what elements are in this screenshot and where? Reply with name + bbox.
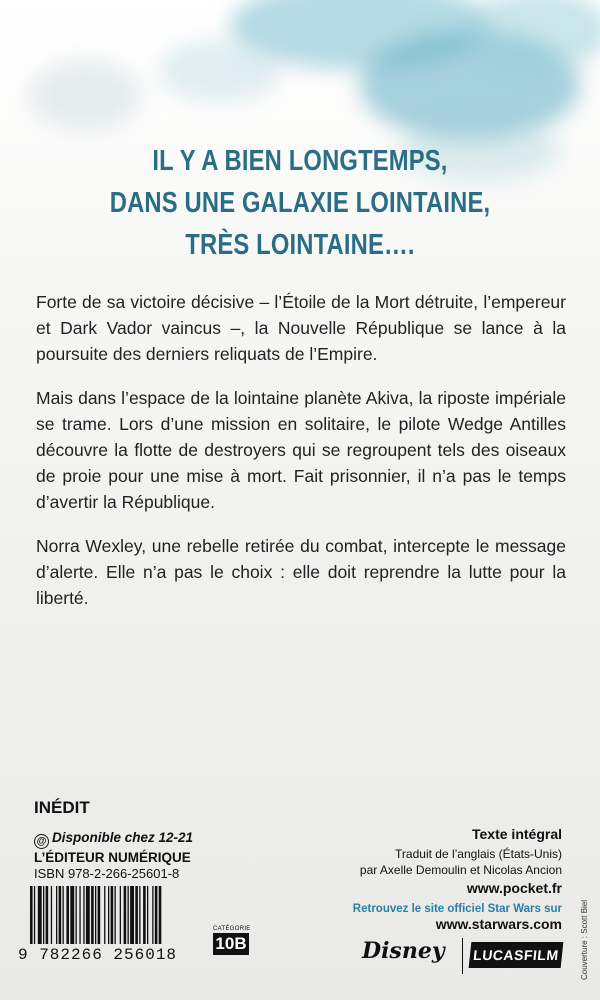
barcode-bar — [63, 886, 64, 944]
barcode-bar — [66, 886, 69, 944]
category-label: CATÉGORIE — [213, 926, 251, 932]
barcode-bar — [91, 886, 94, 944]
book-blurb — [36, 289, 566, 629]
translation-line-1: Traduit de l’anglais (États-Unis) — [395, 847, 562, 861]
tagline-line-2: DANS UNE GALAXIE LOINTAINE, — [109, 187, 491, 219]
blurb-paragraph-1: Forte de sa victoire décisive – l’Étoile de la Mort détruite, l’empereur et Dark Vador vaincus –, la Nouvelle République se lance à la poursuite des derniers reliquats de l’Empire. — [36, 292, 566, 364]
logo-divider — [462, 938, 463, 974]
tagline — [54, 140, 546, 266]
brand-logos — [362, 938, 568, 978]
barcode-bar — [155, 886, 158, 944]
barcode-bar — [95, 886, 96, 944]
barcode-bar — [34, 886, 35, 944]
barcode-bar — [111, 886, 114, 944]
at-icon: @ — [34, 834, 49, 849]
disney-logo: Disney — [362, 938, 445, 964]
barcode-bar — [98, 886, 101, 944]
isbn-text: ISBN 978-2-266-25601-8 — [34, 866, 180, 881]
barcode-bar — [147, 886, 148, 944]
tagline-line-1: IL Y A BIEN LONGTEMPS, — [152, 145, 448, 177]
barcode-bar — [38, 886, 42, 944]
barcode-bar — [51, 886, 52, 944]
barcode-number: 9 782266 256018 — [18, 946, 178, 964]
digital-availability — [34, 829, 193, 867]
texte-integral-label: Texte intégral — [472, 826, 562, 842]
barcode-bar — [130, 886, 134, 944]
inedit-label: INÉDIT — [34, 798, 90, 817]
cover-credit: Couverture : Scott Biel — [580, 899, 589, 980]
barcode-bar — [124, 886, 127, 944]
blurb-paragraph-3: Norra Wexley, une rebelle retirée du combat, intercepte le message d’alerte. Elle n’a pas le choix : elle doit reprendre la lutte pour la liberté. — [36, 536, 566, 608]
barcode-bar — [128, 886, 129, 944]
barcode-bar — [139, 886, 140, 944]
barcode-bar — [159, 886, 162, 944]
starwars-url[interactable]: www.starwars.com — [435, 916, 562, 932]
barcode-bar — [70, 886, 74, 944]
barcode-bar — [115, 886, 116, 944]
barcode-bar — [76, 886, 77, 944]
barcode-bar — [143, 886, 146, 944]
category-value: 10B — [213, 933, 249, 955]
barcode-bar — [56, 886, 57, 944]
barcode-bar — [108, 886, 109, 944]
pocket-url[interactable]: www.pocket.fr — [466, 880, 562, 896]
category-badge — [213, 926, 249, 955]
barcode-bar — [46, 886, 49, 944]
digital-editor-name: L’ÉDITEUR NUMÉRIQUE — [34, 850, 191, 865]
availability-text: Disponible chez 12-21 — [52, 830, 194, 845]
barcode-bar — [104, 886, 105, 944]
barcode-bar — [86, 886, 90, 944]
barcode-bar — [43, 886, 44, 944]
barcode-bar — [59, 886, 62, 944]
barcode-bar — [83, 886, 84, 944]
barcode-bar — [79, 886, 80, 944]
barcode-bar — [120, 886, 121, 944]
blurb-paragraph-2: Mais dans l’espace de la lointaine planète Akiva, la riposte impériale se trame. Lors d’une mission en solitaire, le pilote Wedge Antilles découvre la flotte de destroyers qui se regroupent tels des oiseaux de proie pour une mise à mort. Fait prisonnier, il n’a pas le temps d’avertir la République. — [36, 388, 566, 512]
barcode-bar — [30, 886, 33, 944]
translation-line-2: par Axelle Demoulin et Nicolas Ancion — [359, 863, 562, 877]
barcode-bar — [135, 886, 138, 944]
starwars-site-prompt: Retrouvez le site officiel Star Wars sur — [352, 903, 562, 915]
barcode-bar — [152, 886, 153, 944]
translation-credit — [360, 846, 562, 878]
lucasfilm-logo: LUCASFILM — [469, 942, 564, 968]
tagline-line-3: TRÈS LOINTAINE…. — [185, 229, 415, 261]
